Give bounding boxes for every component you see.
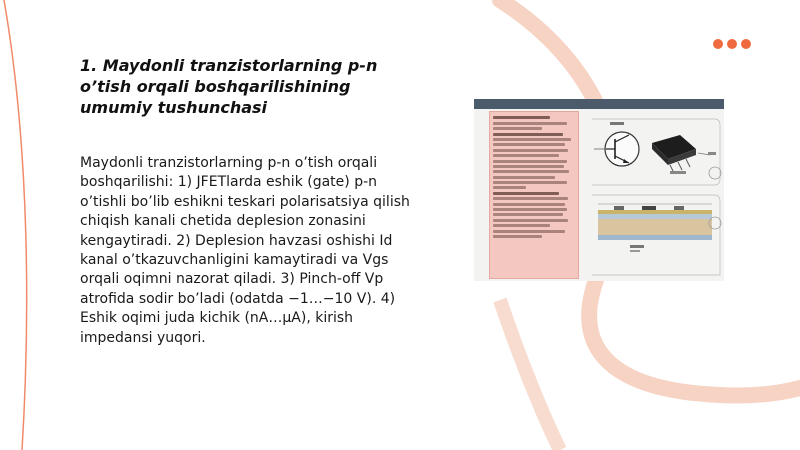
- textbook-figure: [474, 99, 724, 281]
- dot: [727, 39, 737, 49]
- lower-arc: [500, 300, 560, 450]
- figure-illustration: [474, 99, 724, 281]
- slide-title: 1. Maydonli tranzistorlarning p-n o’tish orqali boshqarilishining umumiy tushunchasi: [80, 56, 378, 117]
- dot: [713, 39, 723, 49]
- left-thin-curve: [4, 0, 27, 450]
- cross-section-diagram: [592, 195, 721, 275]
- menu-dots-icon: [713, 39, 751, 49]
- dot: [741, 39, 751, 49]
- chip-package: [652, 135, 716, 174]
- slide-body-text: Maydonli tranzistorlarning p-n o’tish orqali boshqarilishi: 1) JFETlarda eshik (gate) p-n o’tishli bo’lib eshikni teskari polarisatsiya qilish chiqish kanali chetida deplesion zonasini kengaytiradi. 2) Deplesion havzasi oshishi Id kanal o’tkazuvchanligini kamaytiradi va Vgs orqali oqimni nazorat qiladi. 3) Pinch-off Vp atrofida sodir bo’ladi (odatda −1…−10 V). 4) Eshik oqimi juda kichik (nA…µA), kirish impedansi yuqori.: [80, 155, 410, 346]
- transistor-symbol: [594, 122, 639, 166]
